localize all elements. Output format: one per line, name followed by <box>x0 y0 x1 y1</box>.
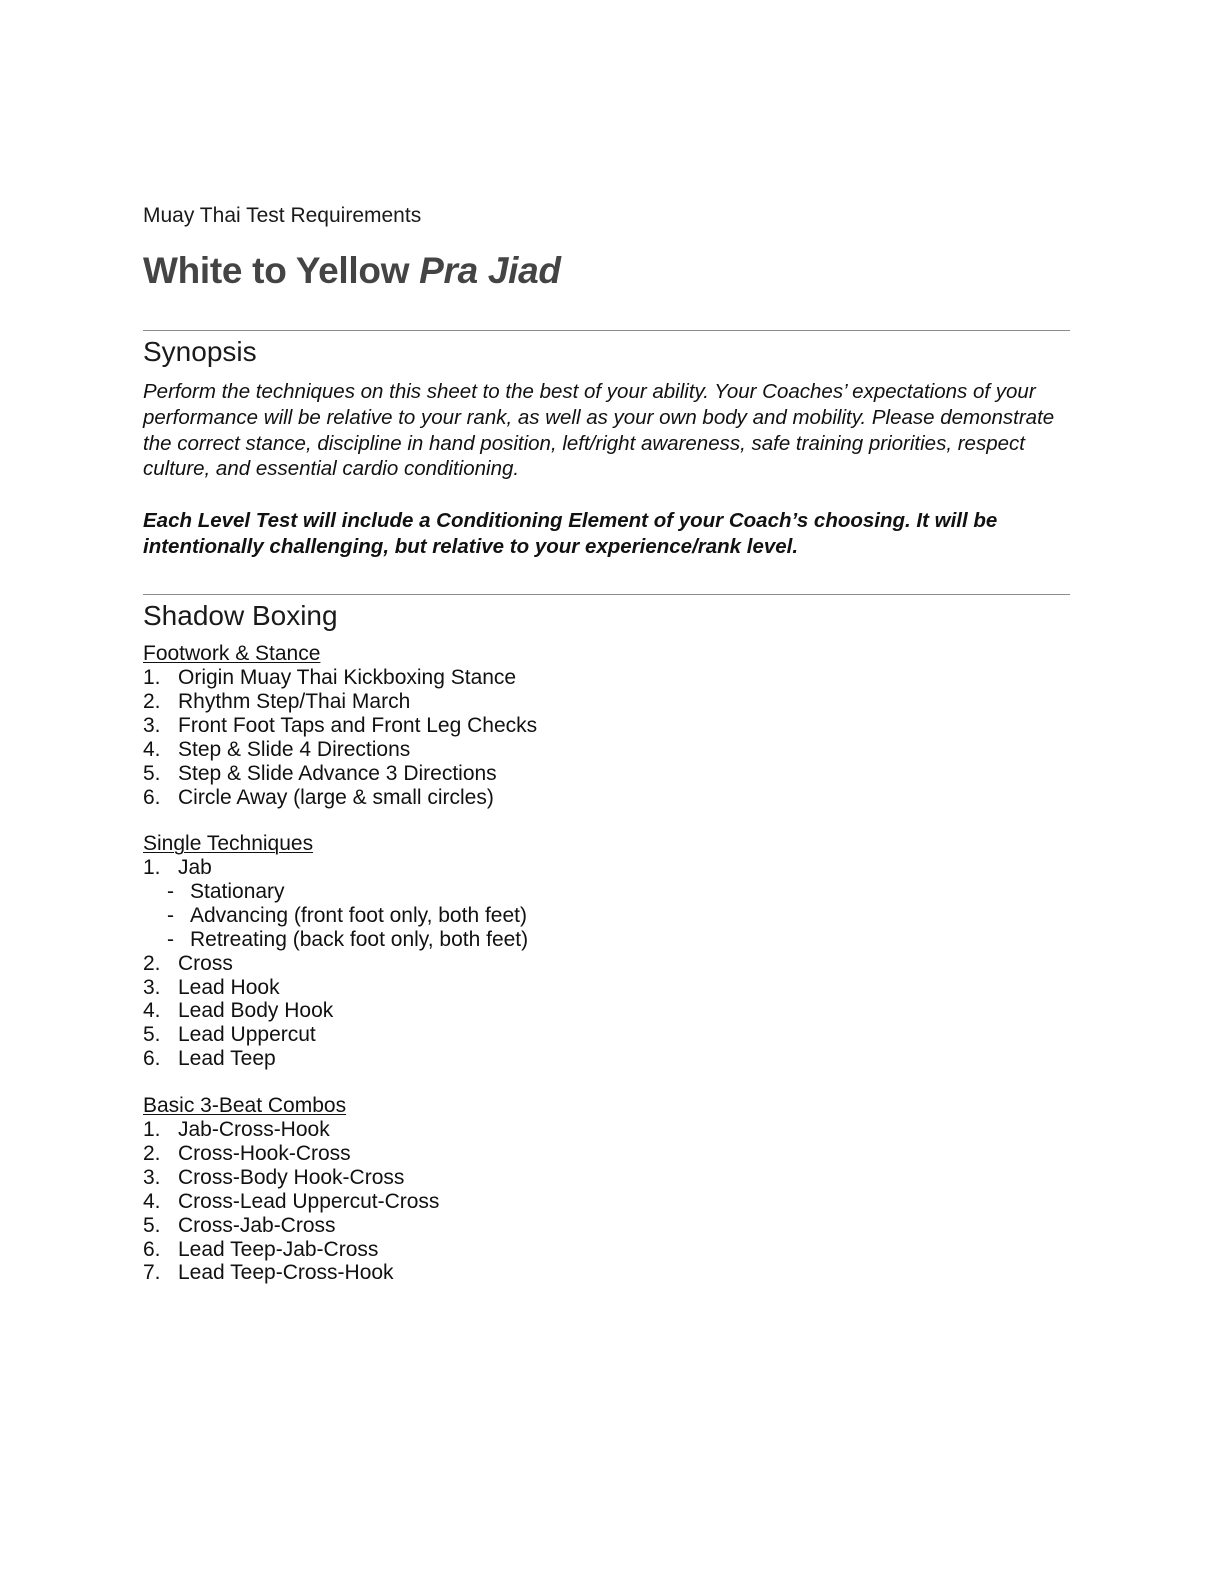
list-label: Front Foot Taps and Front Leg Checks <box>178 713 538 737</box>
list-number: 5. <box>143 1023 161 1047</box>
sub-list-item <box>143 904 1070 928</box>
list-label: Rhythm Step/Thai March <box>178 689 411 713</box>
list-item <box>143 999 1070 1023</box>
list-item <box>143 714 1070 738</box>
list-number: 2. <box>143 1141 161 1165</box>
list-label: Cross-Body Hook-Cross <box>178 1165 405 1189</box>
synopsis-paragraph: Perform the techniques on this sheet to the best of your ability. Your Coaches’ expectations of your performance will be relative to your rank, as well as your own body and mobility. Please demonstrate the correct stance, discipline in hand position, left/right awareness, safe training priorities, respect culture, and essential cardio conditioning. <box>143 380 1055 481</box>
dash-bullet: - <box>167 927 174 951</box>
combos-section <box>143 1094 1070 1285</box>
list-number: 6. <box>143 785 161 809</box>
dash-bullet: - <box>167 879 174 903</box>
sub-list-label: Advancing (front foot only, both feet) <box>190 903 527 927</box>
list-label: Lead Body Hook <box>178 999 334 1023</box>
combos-list <box>143 1118 1070 1285</box>
list-label: Step & Slide Advance 3 Directions <box>178 761 497 785</box>
title-main: White to Yellow <box>143 250 420 291</box>
divider <box>143 594 1070 595</box>
list-number: 2. <box>143 951 161 975</box>
list-number: 5. <box>143 1213 161 1237</box>
sub-list-label: Stationary <box>190 879 285 903</box>
list-number: 1. <box>143 856 161 879</box>
list-label: Lead Teep <box>178 1047 276 1071</box>
list-number: 3. <box>143 713 161 737</box>
list-number: 1. <box>143 666 161 689</box>
list-item <box>143 976 1070 1000</box>
list-label: Jab-Cross-Hook <box>178 1118 330 1141</box>
list-number: 6. <box>143 1047 161 1071</box>
list-number: 6. <box>143 1237 161 1261</box>
list-number: 5. <box>143 761 161 785</box>
divider <box>143 330 1070 331</box>
footwork-list <box>143 666 1070 809</box>
sub-list-label: Retreating (back foot only, both feet) <box>190 927 529 951</box>
synopsis-heading: Synopsis <box>143 336 257 367</box>
conditioning-note: Each Level Test will include a Conditioning Element of your Coach’s choosing. It will be intentionally challenging, but relative to your experience/rank level. <box>143 509 998 558</box>
list-item <box>143 738 1070 762</box>
single-techniques-section <box>143 832 1070 1071</box>
single-techniques-list <box>143 856 1070 1071</box>
list-number: 4. <box>143 737 161 761</box>
list-item <box>143 952 1070 976</box>
footwork-heading: Footwork & Stance <box>143 642 321 665</box>
list-label: Cross-Hook-Cross <box>178 1141 351 1165</box>
list-label: Lead Teep-Cross-Hook <box>178 1261 394 1285</box>
list-number: 7. <box>143 1261 161 1285</box>
dash-bullet: - <box>167 903 174 927</box>
list-label: Origin Muay Thai Kickboxing Stance <box>178 666 517 689</box>
list-item <box>143 1166 1070 1190</box>
sub-list-item <box>143 928 1070 952</box>
list-item <box>143 1190 1070 1214</box>
list-label: Circle Away (large & small circles) <box>178 785 494 809</box>
list-number: 3. <box>143 975 161 999</box>
list-number: 2. <box>143 689 161 713</box>
list-item <box>143 1261 1070 1285</box>
list-item <box>143 856 1070 952</box>
list-item <box>143 1142 1070 1166</box>
list-number: 1. <box>143 1118 161 1141</box>
shadow-boxing-heading: Shadow Boxing <box>143 600 338 631</box>
list-item <box>143 1118 1070 1142</box>
list-number: 4. <box>143 999 161 1023</box>
list-item <box>143 762 1070 786</box>
jab-variations-list <box>143 880 1070 952</box>
list-number: 4. <box>143 1189 161 1213</box>
combos-heading: Basic 3-Beat Combos <box>143 1094 347 1117</box>
list-item <box>143 1214 1070 1238</box>
list-label: Step & Slide 4 Directions <box>178 737 411 761</box>
document-label: Muay Thai Test Requirements <box>143 204 422 227</box>
footwork-section <box>143 642 1070 809</box>
list-item <box>143 1023 1070 1047</box>
list-label: Lead Uppercut <box>178 1023 316 1047</box>
list-label: Lead Teep-Jab-Cross <box>178 1237 379 1261</box>
list-label: Jab <box>178 856 212 879</box>
list-label: Lead Hook <box>178 975 280 999</box>
list-item <box>143 1238 1070 1262</box>
sub-list-item <box>143 880 1070 904</box>
title-italic: Pra Jiad <box>419 250 561 291</box>
list-label: Cross <box>178 951 233 975</box>
list-number: 3. <box>143 1165 161 1189</box>
list-item <box>143 786 1070 810</box>
list-label: Cross-Lead Uppercut-Cross <box>178 1189 440 1213</box>
list-item <box>143 690 1070 714</box>
list-item <box>143 666 1070 690</box>
list-item <box>143 1047 1070 1071</box>
document-title <box>143 250 561 292</box>
list-label: Cross-Jab-Cross <box>178 1213 336 1237</box>
single-techniques-heading: Single Techniques <box>143 832 314 855</box>
